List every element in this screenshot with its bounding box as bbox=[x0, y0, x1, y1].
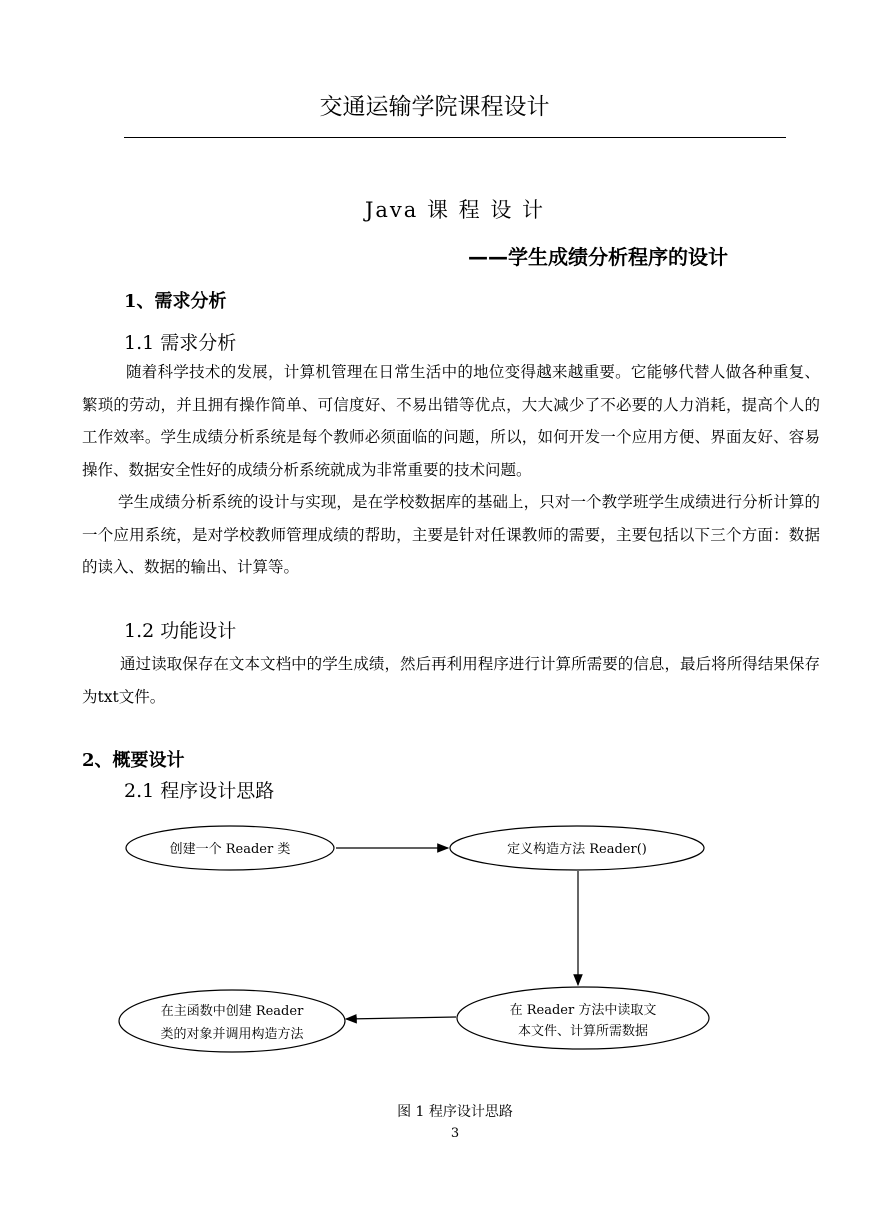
section-2-heading: 2、概要设计 bbox=[82, 750, 185, 771]
paragraph-1-1-b: 学生成绩分析系统的设计与实现，是在学校数据库的基础上，只对一个教学班学生成绩进行分析计算的一个应用系统，是对学校教师管理成绩的帮助，主要是针对任课教师的需要，主要包括以下三个方面：数据的读入、数据的输出、计算等。 bbox=[82, 493, 820, 576]
flow-node-read-file-label-2: 本文件、计算所需数据 bbox=[517, 1024, 649, 1039]
flow-node-main-function-label-1: 在主函数中创建 Reader bbox=[160, 1004, 304, 1019]
section-1-heading: 1、需求分析 bbox=[124, 291, 227, 312]
header-rule bbox=[124, 137, 786, 138]
flow-arrow-3 bbox=[346, 1017, 456, 1019]
document-subtitle: ——学生成绩分析程序的设计 bbox=[468, 245, 728, 269]
section-1-1-heading: 1.1 需求分析 bbox=[124, 332, 237, 354]
page-number: 3 bbox=[450, 1126, 460, 1141]
section-2-1-heading: 2.1 程序设计思路 bbox=[124, 780, 275, 802]
flow-node-read-file bbox=[457, 987, 709, 1049]
header-title: 交通运输学院课程设计 bbox=[319, 94, 550, 120]
document-title: Java 课 程 设 计 bbox=[364, 198, 546, 222]
flow-node-read-file-label-1: 在 Reader 方法中读取文 bbox=[509, 1003, 657, 1018]
flowchart-figure bbox=[0, 815, 869, 1075]
flow-node-main-function-label-2: 类的对象并调用构造方法 bbox=[160, 1027, 304, 1042]
section-1-2-heading: 1.2 功能设计 bbox=[124, 620, 237, 642]
paragraph-1-2: 通过读取保存在文本文档中的学生成绩，然后再利用程序进行计算所需要的信息，最后将所得结果保存为txt文件。 bbox=[82, 655, 820, 706]
flow-node-create-reader bbox=[126, 826, 334, 870]
flow-node-define-constructor bbox=[450, 826, 704, 870]
figure-caption: 图 1 程序设计思路 bbox=[397, 1104, 513, 1120]
flow-node-define-constructor-label: 定义构造方法 Reader() bbox=[507, 842, 647, 857]
paragraph-1-1-a: 随着科学技术的发展，计算机管理在日常生活中的地位变得越来越重要。它能够代替人做各种重复、繁琐的劳动，并且拥有操作简单、可信度好、不易出错等优点，大大减少了不必要的人力消耗，提高个人的工作效率。学生成绩分析系统是每个教师必须面临的问题，所以，如何开发一个应用方便、界面友好、容易操作、数据安全性好的成绩分析系统就成为非常重要的技术问题。 bbox=[82, 363, 820, 479]
flow-node-create-reader-label: 创建一个 Reader 类 bbox=[169, 842, 291, 857]
flow-node-main-function bbox=[119, 990, 345, 1052]
